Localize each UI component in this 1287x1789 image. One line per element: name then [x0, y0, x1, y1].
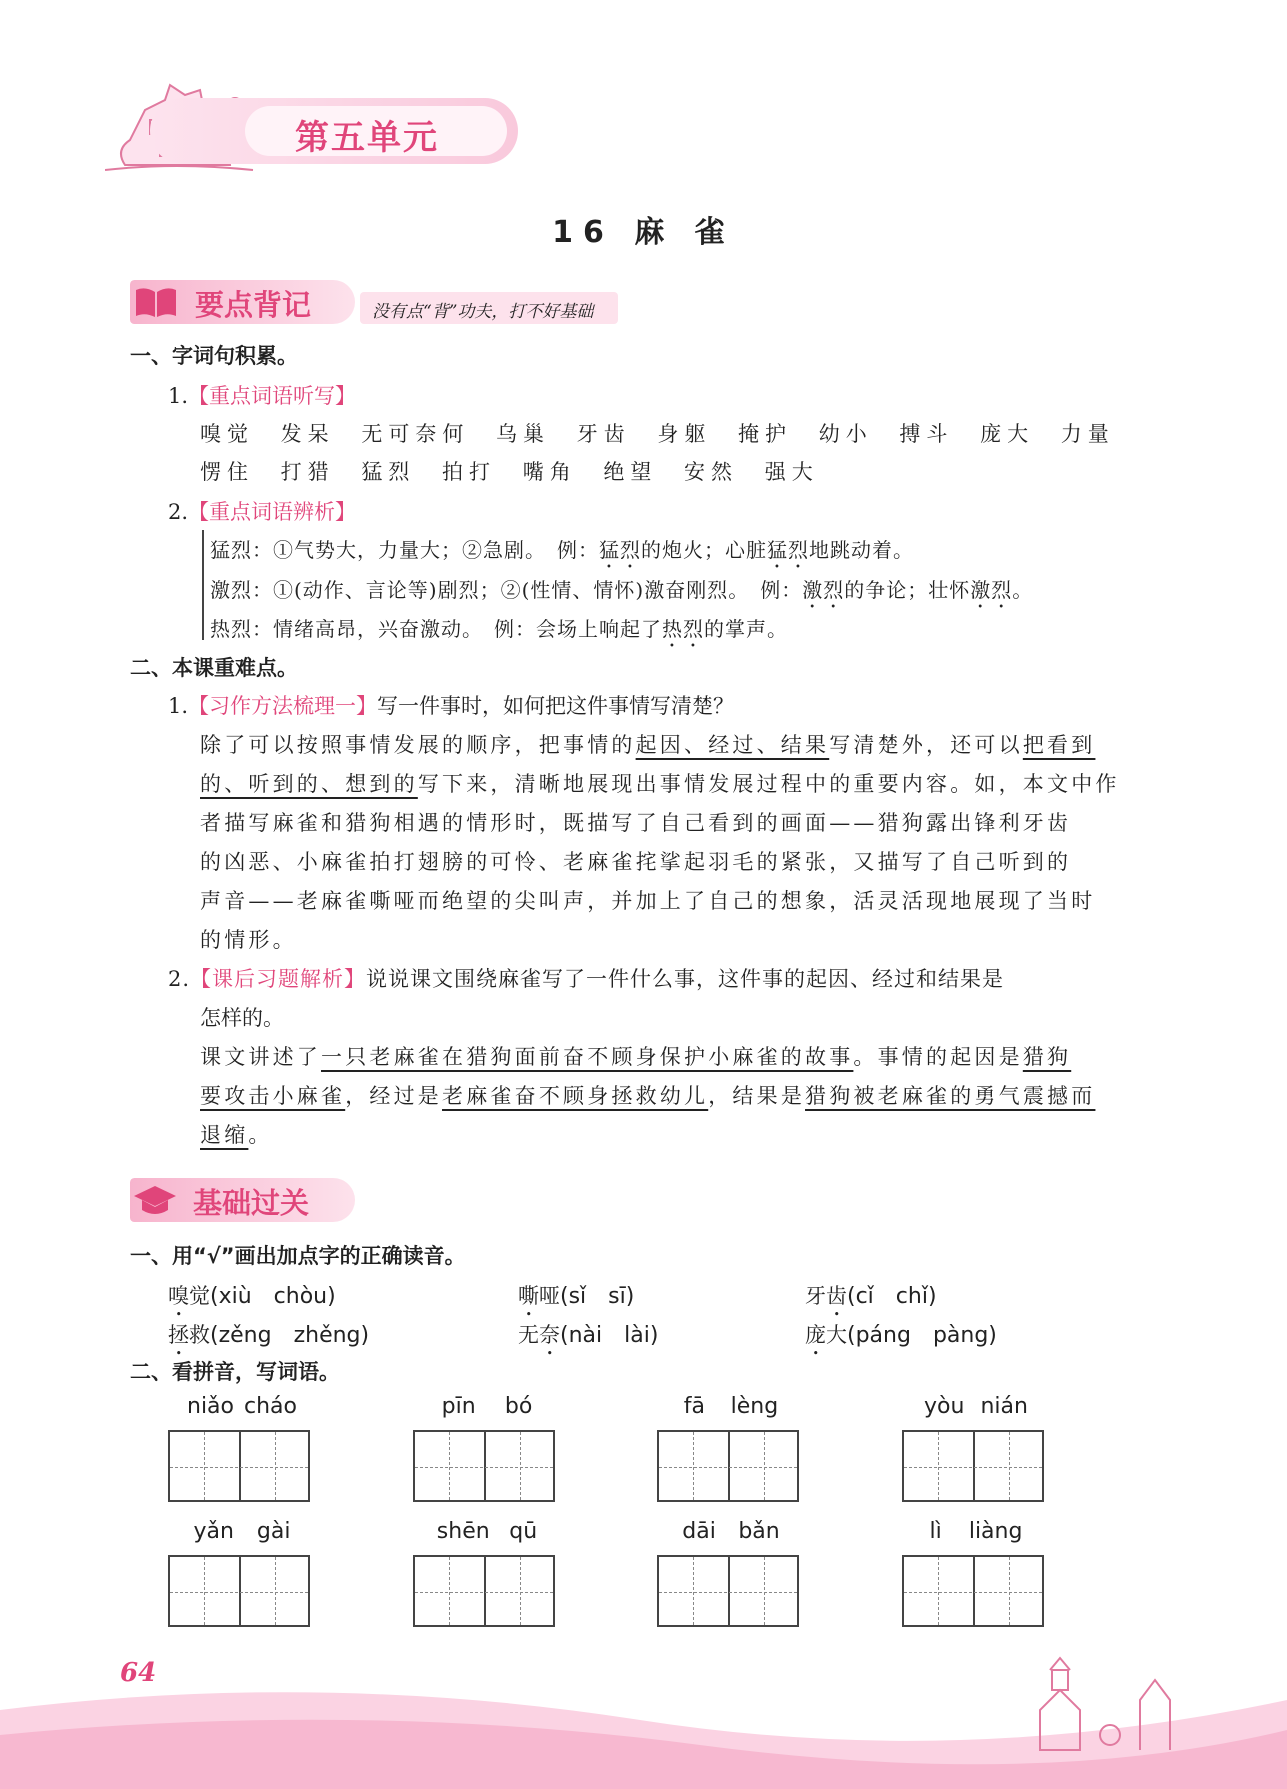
- lesson-title: 16 麻 雀: [552, 215, 735, 250]
- method-paragraph-line-1: 除了可以按照事情发展的顺序，把事情的起因、经过、结果写清楚外，还可以把看到: [200, 733, 1096, 757]
- answer-line-3: 退缩。: [200, 1123, 273, 1147]
- writing-box[interactable]: [657, 1430, 799, 1502]
- method-paragraph-line-3: 者描写麻雀和猎狗相遇的情形时，既描写了自己看到的画面——猎狗露出锋利牙齿: [200, 811, 1072, 835]
- discrimination-line-2: 激烈：①(动作、言论等)剧烈；②(性情、情怀)激奋刚烈。 例：激烈的争论；壮怀激烈。: [210, 578, 1034, 602]
- pinyin-label: dāi bǎn: [682, 1519, 780, 1544]
- answer-line-2: 要攻击小麻雀，经过是老麻雀奋不顾身拯救幼儿，结果是猎狗被老麻雀的勇气震撼而: [200, 1084, 1096, 1108]
- writing-box[interactable]: [413, 1555, 555, 1627]
- page-number: 64: [120, 1658, 157, 1688]
- exercise-2-heading: 二、看拼音，写词语。: [130, 1360, 340, 1384]
- writing-box[interactable]: [168, 1555, 310, 1627]
- pinyin-label: shēn qū: [436, 1519, 538, 1544]
- heading-key-difficulties: 二、本课重难点。: [130, 656, 298, 680]
- method-paragraph-line-5: 声音——老麻雀嘶哑而绝望的尖叫声，并加上了自己的想象，活灵活现地展现了当时: [200, 889, 1096, 913]
- item-1-1: [168, 380, 356, 410]
- item-1-2: [168, 496, 356, 526]
- book-icon: [133, 284, 179, 320]
- graduation-cap-icon: [132, 1182, 178, 1220]
- pinyin-choice-5[interactable]: 无奈(nài lài): [518, 1323, 659, 1348]
- pinyin-label: yǎn gài: [193, 1519, 291, 1544]
- item-number: 1.: [168, 384, 189, 408]
- pinyin-choice-4[interactable]: 拯救(zěng zhěng): [168, 1323, 370, 1348]
- pinyin-label: fā lèng: [683, 1394, 779, 1419]
- writing-box[interactable]: [168, 1430, 310, 1502]
- item-number: 2.: [168, 500, 189, 524]
- castle-illustration: [1020, 1650, 1200, 1760]
- item-2-1: 1.【习作方法梳理一】写一件事时，如何把这件事情写清楚？: [168, 694, 735, 718]
- section-tagline: 没有点“背”功夫，打不好基础: [372, 302, 594, 322]
- answer-line-1: 课文讲述了一只老麻雀在猎狗面前奋不顾身保护小麻雀的故事。事情的起因是猎狗: [200, 1045, 1072, 1069]
- discrimination-line-1: 猛烈：①气势大，力量大；②急剧。 例：猛烈的炮火；心脏猛烈地跳动着。: [210, 538, 914, 562]
- heading-word-accumulation: 一、字词句积累。: [130, 344, 298, 368]
- pinyin-choice-1[interactable]: 嗅觉(xiù chòu): [168, 1284, 336, 1309]
- discrimination-line-3: 热烈：情绪高昂，兴奋激动。 例：会场上响起了热烈的掌声。: [210, 617, 788, 641]
- method-paragraph-line-4: 的凶恶、小麻雀拍打翅膀的可怜、老麻雀挓挲起羽毛的紧张，又描写了自己听到的: [200, 850, 1072, 874]
- pinyin-choice-3[interactable]: 牙齿(cǐ chǐ): [805, 1284, 937, 1309]
- bracket-line: [202, 530, 204, 640]
- exercise-1-heading: 一、用“√”画出加点字的正确读音。: [130, 1244, 466, 1268]
- item-2-2-question-cont: 怎样的。: [200, 1006, 284, 1030]
- pinyin-label: niǎo cháo: [187, 1394, 297, 1419]
- item-label: 【重点词语辨析】: [188, 500, 357, 524]
- method-paragraph-line-6: 的情形。: [200, 928, 297, 952]
- dictation-words-row-2: 愣住 打猎 猛烈 拍打 嘴角 绝望 安然 强大: [200, 460, 819, 484]
- section-title-key-points: 要点背记: [195, 288, 312, 322]
- pinyin-choice-6[interactable]: 庞大(páng pàng): [805, 1323, 997, 1348]
- pinyin-choice-2[interactable]: 嘶哑(sǐ sī): [518, 1284, 635, 1309]
- writing-box[interactable]: [413, 1430, 555, 1502]
- writing-box[interactable]: [902, 1430, 1044, 1502]
- pinyin-label: pīn bó: [441, 1394, 533, 1419]
- unit-title: 第五单元: [295, 118, 439, 158]
- method-paragraph-line-2: 的、听到的、想到的写下来，清晰地展现出事情发展过程中的重要内容。如，本文中作: [200, 772, 1120, 796]
- writing-box[interactable]: [657, 1555, 799, 1627]
- section-title-basics: 基础过关: [193, 1186, 310, 1220]
- item-2-2: 2.【课后习题解析】说说课文围绕麻雀写了一件什么事，这件事的起因、经过和结果是: [168, 967, 1005, 991]
- writing-box[interactable]: [902, 1555, 1044, 1627]
- dictation-words-row-1: 嗅觉 发呆 无可奈何 乌巢 牙齿 身躯 掩护 幼小 搏斗 庞大 力量: [200, 422, 1115, 446]
- pinyin-label: yòu nián: [924, 1394, 1028, 1419]
- item-label: 【重点词语听写】: [188, 384, 357, 408]
- pinyin-label: lì liàng: [929, 1519, 1023, 1544]
